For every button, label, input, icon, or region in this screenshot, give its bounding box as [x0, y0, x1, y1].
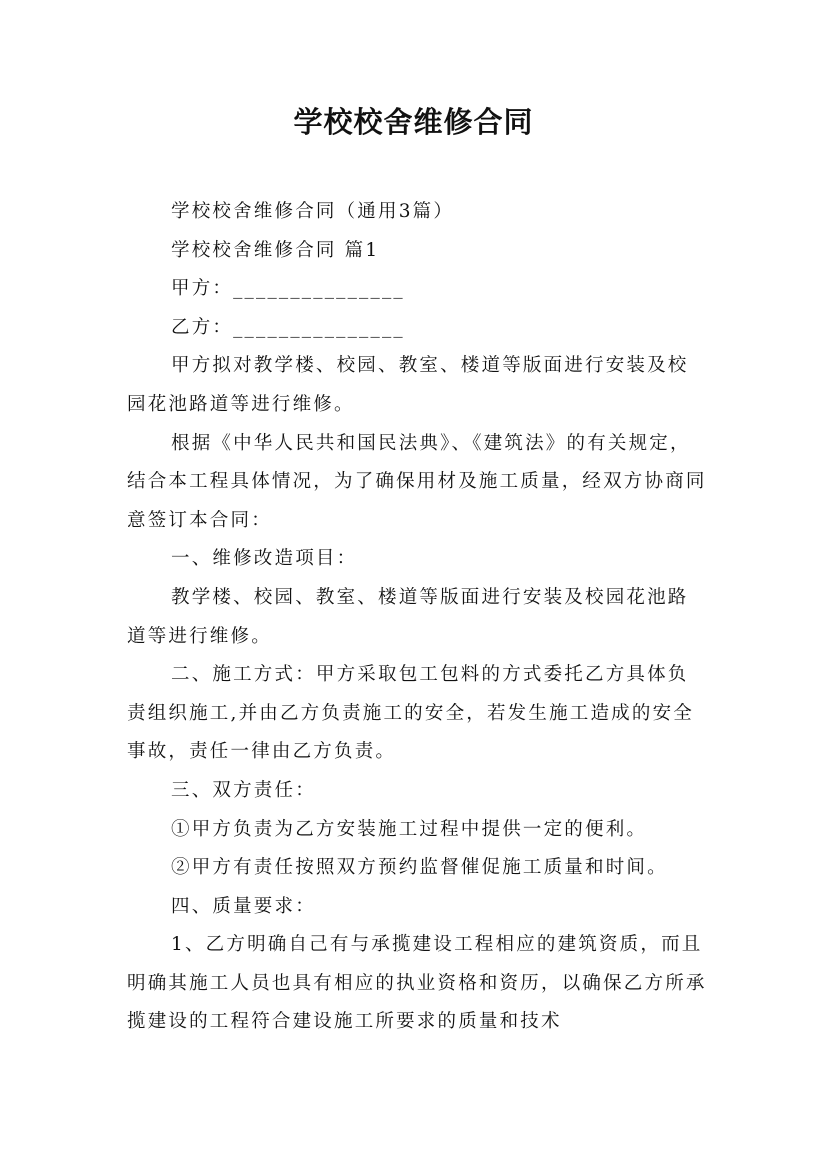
clause-3-item-1: ①甲方负责为乙方安装施工过程中提供一定的便利。 [171, 818, 648, 840]
party-b-line: 乙方：_______________ [171, 316, 405, 338]
paragraph-intent: 甲方拟对教学楼、校园、教室、楼道等版面进行安装及校园花池路道等进行维修。 [127, 355, 689, 415]
clause-heading-4: 四、质量要求： [171, 895, 316, 917]
clause-heading-3: 三、双方责任： [171, 779, 316, 801]
paragraph-legal-basis: 根据《中华人民共和国民法典》、《建筑法》的有关规定，结合本工程具体情况，为了确保用材及施工质量，经双方协商同意签订本合同： [127, 432, 707, 531]
paragraph-section-heading: 学校校舍维修合同 篇1 [171, 239, 380, 261]
clause-heading-1: 一、维修改造项目： [171, 548, 358, 570]
clause-4-item-1: 1、乙方明确自己有与承揽建设工程相应的建筑资质，而且明确其施工人员也具有相应的执业资格和资历，以确保乙方所承揽建设的工程符合建设施工所要求的质量和技术 [127, 934, 707, 1033]
clause-body-1: 教学楼、校园、教室、楼道等版面进行安装及校园花池路道等进行维修。 [127, 586, 689, 647]
document-title: 学校校舍维修合同 [293, 105, 534, 139]
party-a-line: 甲方：_______________ [171, 278, 405, 300]
paragraph-subtitle: 学校校舍维修合同（通用3篇） [171, 201, 455, 222]
clause-3-item-2: ②甲方有责任按照双方预约监督催促施工质量和时间。 [171, 857, 668, 879]
document-body [127, 193, 709, 1042]
clause-2-construction-method: 二、施工方式：甲方采取包工包料的方式委托乙方具体负责组织施工,并由乙方负责施工的安全，若发生施工造成的安全事故，责任一律由乙方负责。 [127, 664, 694, 763]
